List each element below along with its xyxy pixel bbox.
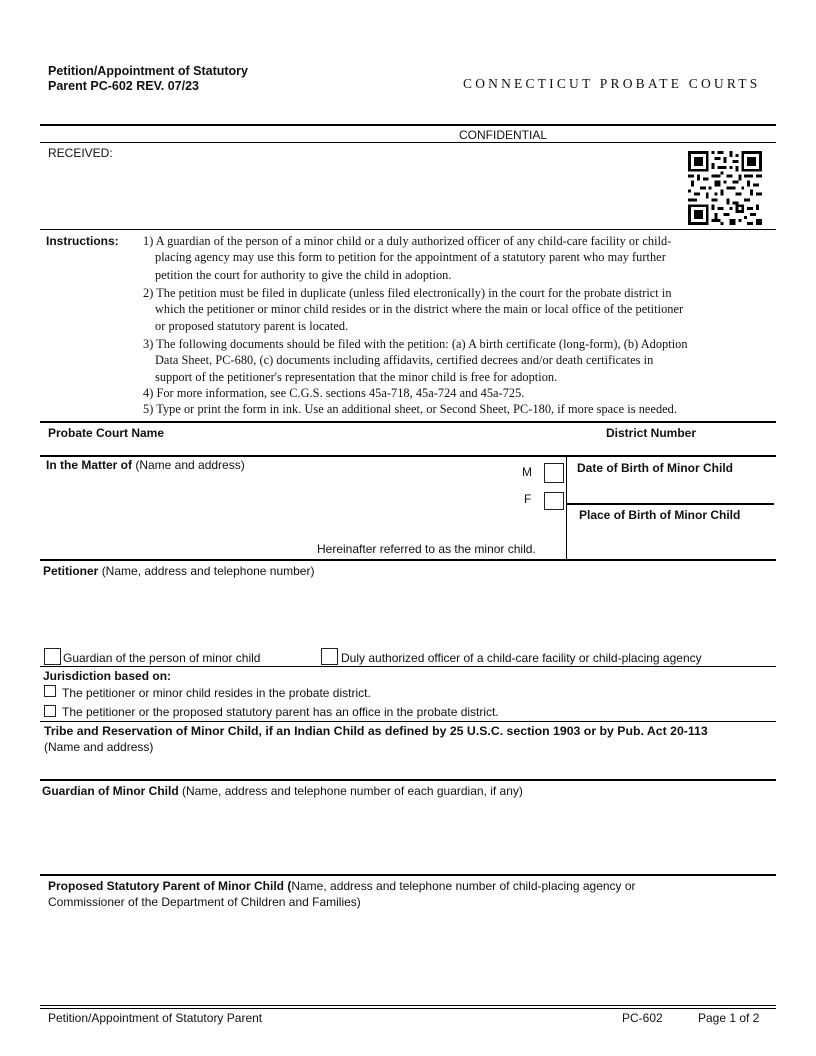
jurisdiction-option2-label: The petitioner or the proposed statutory parent has an office in the probate district.	[62, 705, 499, 719]
footer-rule-top	[40, 1005, 776, 1006]
instruction-line: 5) Type or print the form in ink. Use an additional sheet, or Second Sheet, PC-180, if more space is needed.	[143, 402, 677, 416]
confidential-rule	[40, 142, 776, 143]
instruction-line: support of the petitioner's representation that the minor child is free for adoption.	[155, 370, 558, 384]
footer-page-number: Page 1 of 2	[698, 1011, 760, 1025]
dob-rule	[566, 503, 774, 505]
form-title-line2: Parent PC-602 REV. 07/23	[48, 79, 200, 93]
tribe-label: Tribe and Reservation of Minor Child, if an Indian Child as defined by 25 U.S.C. section 1903 or by Pub. Act 20-113	[44, 724, 708, 738]
guardian-option-checkbox[interactable]	[44, 648, 61, 665]
form-title-line1: Petition/Appointment of Statutory	[48, 64, 248, 78]
minor-child-referred-text: Hereinafter referred to as the minor child.	[317, 542, 536, 556]
jurisdiction-option2-checkbox[interactable]	[44, 705, 56, 717]
jurisdiction-top-rule	[40, 666, 776, 667]
male-label: M	[522, 465, 532, 479]
date-of-birth-label: Date of Birth of Minor Child	[577, 461, 733, 475]
proposed-parent-label: Proposed Statutory Parent of Minor Child (Name, address and telephone number of child-placing agency or	[48, 879, 636, 893]
district-number-label: District Number	[606, 426, 697, 440]
guardian-option-label: Guardian of the person of minor child	[63, 651, 261, 665]
footer-title: Petition/Appointment of Statutory Parent	[48, 1011, 263, 1025]
in-the-matter-of-label: In the Matter of (Name and address)	[46, 458, 245, 472]
instructions-label: Instructions:	[46, 234, 119, 248]
petitioner-label: Petitioner (Name, address and telephone number)	[43, 564, 315, 578]
jurisdiction-option1-label: The petitioner or minor child resides in the probate district.	[62, 686, 371, 700]
court-top-rule	[40, 421, 776, 423]
tribe-top-rule	[40, 721, 776, 722]
court-banner: CONNECTICUT PROBATE COURTS	[463, 76, 761, 91]
instruction-line: 2) The petition must be filed in duplicate (unless filed electronically) in the court for the probate district in	[143, 286, 672, 300]
place-of-birth-label: Place of Birth of Minor Child	[579, 508, 741, 522]
tribe-hint: (Name and address)	[44, 740, 154, 754]
header-rule	[40, 124, 776, 126]
instruction-line: Data Sheet, PC-680, (c) documents including affidavits, certified decrees and/or death certificates in	[155, 353, 654, 367]
instruction-line: 3) The following documents should be filed with the petition: (a) A birth certificate (long-form), (b) Adoption	[143, 337, 688, 351]
instruction-line: petition the court for authority to give the child in adoption.	[155, 268, 452, 282]
instructions-top-rule	[40, 229, 776, 230]
female-label: F	[524, 492, 532, 506]
matter-divider	[566, 457, 567, 560]
jurisdiction-option1-checkbox[interactable]	[44, 685, 56, 697]
guardian-top-rule	[40, 779, 776, 781]
officer-option-checkbox[interactable]	[321, 648, 338, 665]
footer-form-number: PC-602	[622, 1011, 663, 1025]
received-label: RECEIVED:	[48, 146, 113, 160]
instruction-line: or proposed statutory parent is located.	[155, 319, 349, 333]
probate-court-name-label: Probate Court Name	[48, 426, 165, 440]
proposed-top-rule	[40, 874, 776, 876]
female-checkbox[interactable]	[544, 492, 564, 510]
proposed-parent-hint-line2: Commissioner of the Department of Children and Families)	[48, 895, 361, 909]
qr-code-icon	[688, 151, 762, 225]
jurisdiction-label: Jurisdiction based on:	[43, 669, 172, 683]
instruction-line: placing agency may use this form to petition for the appointment of a statutory parent who may further	[155, 250, 666, 264]
matter-top-rule	[40, 455, 776, 457]
confidential-label: CONFIDENTIAL	[459, 128, 548, 142]
male-checkbox[interactable]	[544, 463, 564, 483]
instruction-line: 1) A guardian of the person of a minor child or a duly authorized officer of any child-care facility or child-	[143, 234, 672, 248]
footer-rule-bottom	[40, 1008, 776, 1009]
instruction-line: which the petitioner or minor child resides or in the district where the main or local office of the petitioner	[155, 302, 684, 316]
guardian-label: Guardian of Minor Child (Name, address and telephone number of each guardian, if any)	[42, 784, 523, 798]
instruction-line: 4) For more information, see C.G.S. sections 45a-718, 45a-724 and 45a-725.	[143, 386, 525, 400]
officer-option-label: Duly authorized officer of a child-care facility or child-placing agency	[341, 651, 702, 665]
petitioner-top-rule	[40, 559, 776, 561]
